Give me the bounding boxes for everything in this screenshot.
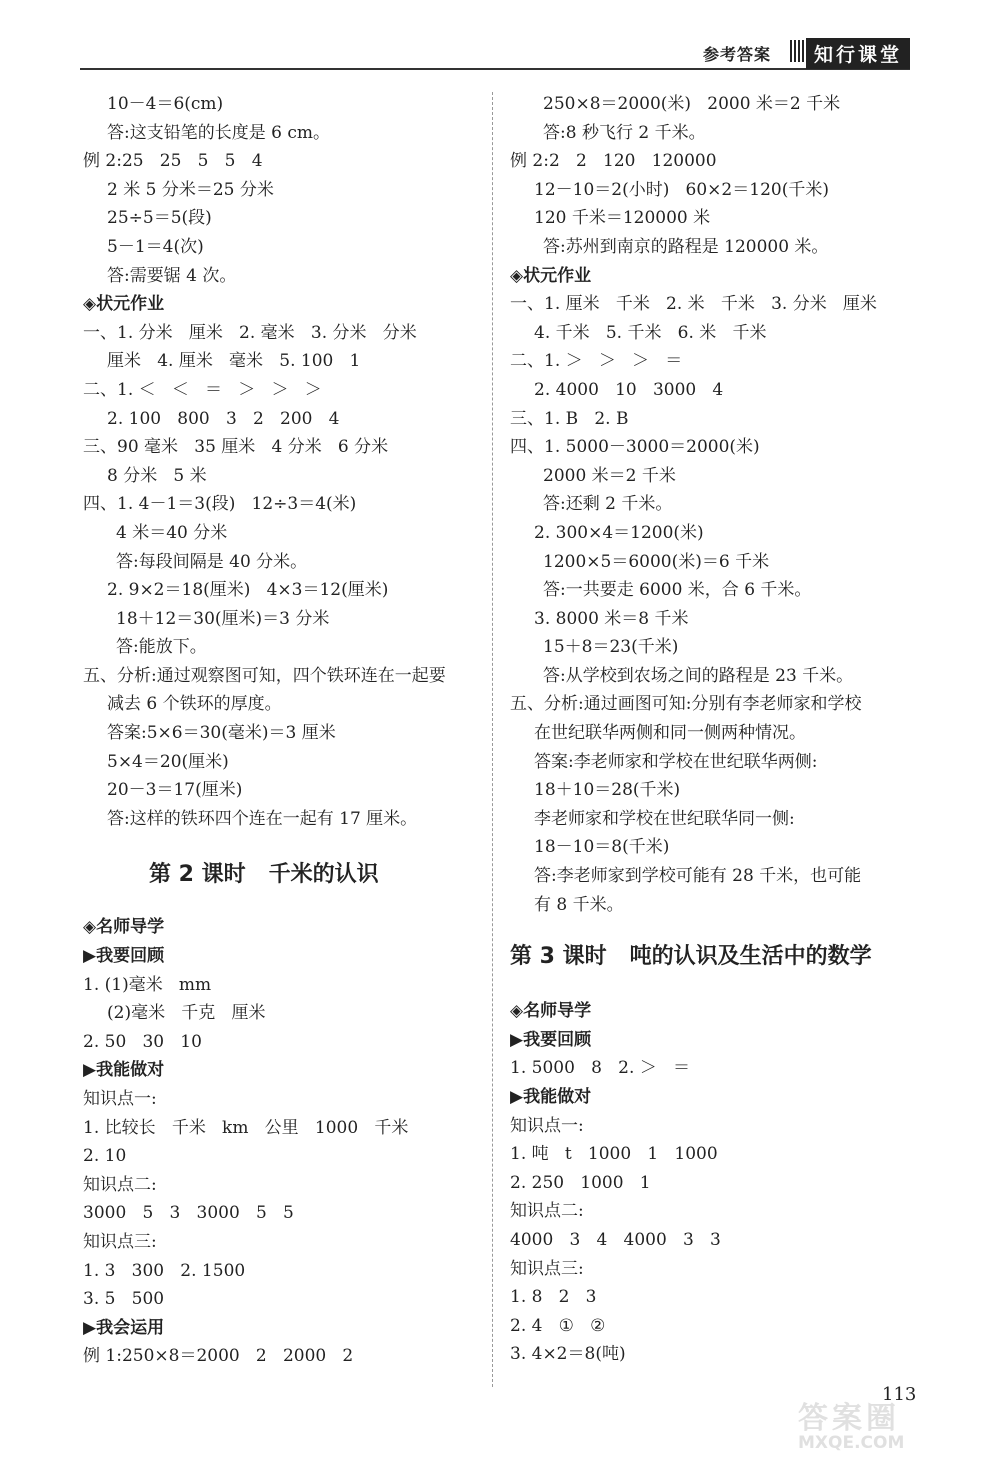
text-line: 2. 100 800 3 2 200 4 [107,408,340,429]
answer-line: 答:能放下。 [116,637,207,658]
text-line: 答案:5×6＝30(毫米)＝3 厘米 [107,723,336,744]
text-line: 1. 吨 t 1000 1 1000 [510,1144,718,1165]
text-line: 120 千米＝120000 米 [534,208,711,229]
text-line: 4 米＝40 分米 [116,522,228,543]
header-bars-icon [790,40,804,62]
lesson-title: 第 2 课时 千米的认识 [149,862,379,888]
header-rule [80,68,910,70]
right-column [510,90,920,1369]
text-line: (2)毫米 千克 厘米 [107,1003,266,1024]
subsection-heading: ▶我能做对 [510,1087,592,1107]
text-line: 二、1. ＞ ＞ ＞ ＝ [510,351,683,372]
text-line: 12－10＝2(小时) 60×2＝120(千米) [534,179,829,200]
text-line: 5－1＝4(次) [107,236,204,257]
text-line: 2. 250 1000 1 [510,1172,651,1193]
text-line: 4000 3 4 4000 3 3 [510,1229,721,1250]
answer-line: 答:这样的铁环四个连在一起有 17 厘米。 [107,808,418,829]
example-line: 例 2:25 25 5 5 4 [83,151,263,172]
section-heading: ◈名师导学 [83,917,165,938]
text-line: 2. 10 [83,1146,127,1167]
text-line: 1. (1)毫米 mm [83,974,212,995]
answer-line: 答:李老师家到学校可能有 28 千米，也可能 [534,866,862,887]
text-line: 3. 5 500 [83,1289,165,1310]
answer-line: 答:一共要走 6000 米，合 6 千米。 [543,580,812,601]
answer-line: 答:还剩 2 千米。 [543,494,673,515]
text-line: 知识点一: [83,1089,157,1109]
text-line: 4. 千米 5. 千米 6. 米 千米 [534,322,767,343]
page-number: 113 [882,1384,917,1405]
lesson-title: 第 3 课时 吨的认识及生活中的数学 [510,944,872,970]
text-line: 1200×5＝6000(米)＝6 千米 [543,551,770,572]
subsection-heading: ▶我会运用 [83,1317,165,1338]
subsection-heading: ▶我能做对 [83,1060,165,1081]
answer-line: 答:从学校到农场之间的路程是 23 千米。 [543,665,854,686]
text-line: 知识点一: [510,1115,584,1136]
text-line: 2 米 5 分米＝25 分米 [107,179,274,200]
answer-line: 答:苏州到南京的路程是 120000 米。 [543,236,829,257]
answer-line: 答:需要锯 4 次。 [107,265,237,286]
text-line: 3000 5 3 3000 5 5 [83,1203,294,1224]
text-line: 2. 300×4＝1200(米) [534,522,704,543]
text-line: 三、1. B 2. B [510,408,629,429]
text-line: 3. 4×2＝8(吨) [510,1344,626,1365]
answer-line: 答:8 秒飞行 2 千米。 [543,122,706,143]
left-column [83,90,483,1371]
text-line: 五、分析:通过观察图可知，四个铁环连在一起要 [83,665,446,686]
section-heading: ◈状元作业 [510,265,592,286]
text-line: 1. 比较长 千米 km 公里 1000 千米 [83,1117,409,1138]
text-line: 2. 50 30 10 [83,1031,202,1052]
text-line: 1. 5000 8 2. ＞ ＝ [510,1058,690,1079]
text-line: 20－3＝17(厘米) [107,780,243,801]
header-reference-label: 参考答案 [703,45,772,64]
text-line: 五、分析:通过画图可知:分别有李老师家和学校 [510,694,862,715]
text-line: 知识点二: [510,1201,584,1222]
text-line: 知识点三: [510,1258,584,1279]
answer-line: 有 8 千米。 [534,894,624,915]
text-line: 250×8＝2000(米) 2000 米＝2 千米 [543,94,841,114]
text-line: 18＋12＝30(厘米)＝3 分米 [116,608,330,629]
watermark-bottom: MXQE.COM [798,1433,905,1453]
text-line: 18－10＝8(千米) [534,837,670,858]
subsection-heading: ▶我要回顾 [83,946,165,967]
answer-line: 答:每段间隔是 40 分米。 [116,551,308,572]
text-line: 18＋10＝28(千米) [534,780,681,801]
text-line: 25÷5＝5(段) [107,208,212,229]
section-heading: ◈名师导学 [510,1001,592,1022]
text-line: 一、1. 厘米 千米 2. 米 千米 3. 分米 厘米 [510,294,877,315]
text-line: 四、1. 5000－3000＝2000(米) [510,437,760,458]
section-heading: ◈状元作业 [83,294,165,315]
text-line: 15＋8＝23(千米) [543,637,679,658]
text-line: 10－4＝6(cm) [107,94,224,114]
text-line: 2. 9×2＝18(厘米) 4×3＝12(厘米) [107,580,389,601]
text-line: 3. 8000 米＝8 千米 [534,608,689,629]
text-line: 1. 3 300 2. 1500 [83,1260,246,1281]
example-line: 例 1:250×8＝2000 2 2000 2 [83,1346,354,1367]
example-line: 例 2:2 2 120 120000 [510,151,717,172]
text-line: 厘米 4. 厘米 毫米 5. 100 1 [107,351,361,372]
header-brand: 知行课堂 [806,38,910,69]
text-line: 8 分米 5 米 [107,465,207,486]
text-line: 在世纪联华两侧和同一侧两种情况。 [534,723,806,744]
text-line: 三、90 毫米 35 厘米 4 分米 6 分米 [83,437,389,458]
subsection-heading: ▶我要回顾 [510,1029,592,1050]
watermark-top: 答案圈 [798,1401,900,1436]
text-line: 李老师家和学校在世纪联华同一侧: [534,808,795,829]
answer-line: 答:这支铅笔的长度是 6 cm。 [107,122,330,143]
text-line: 1. 8 2 3 [510,1287,597,1308]
text-line: 二、1. ＜ ＜ ＝ ＞ ＞ ＞ [83,379,322,400]
text-line: 2. 4 ① ② [510,1315,606,1336]
text-line: 知识点二: [83,1174,157,1195]
text-line: 2000 米＝2 千米 [543,465,676,486]
text-line: 5×4＝20(厘米) [107,751,229,772]
text-line: 答案:李老师家和学校在世纪联华两侧: [534,751,818,772]
watermark [798,1393,978,1451]
text-line: 2. 4000 10 3000 4 [534,379,724,400]
text-line: 一、1. 分米 厘米 2. 毫米 3. 分米 分米 [83,322,417,343]
text-line: 知识点三: [83,1231,157,1252]
column-divider [492,92,493,1387]
text-line: 四、1. 4－1＝3(段) 12÷3＝4(米) [83,494,357,515]
text-line: 减去 6 个铁环的厚度。 [107,694,282,715]
